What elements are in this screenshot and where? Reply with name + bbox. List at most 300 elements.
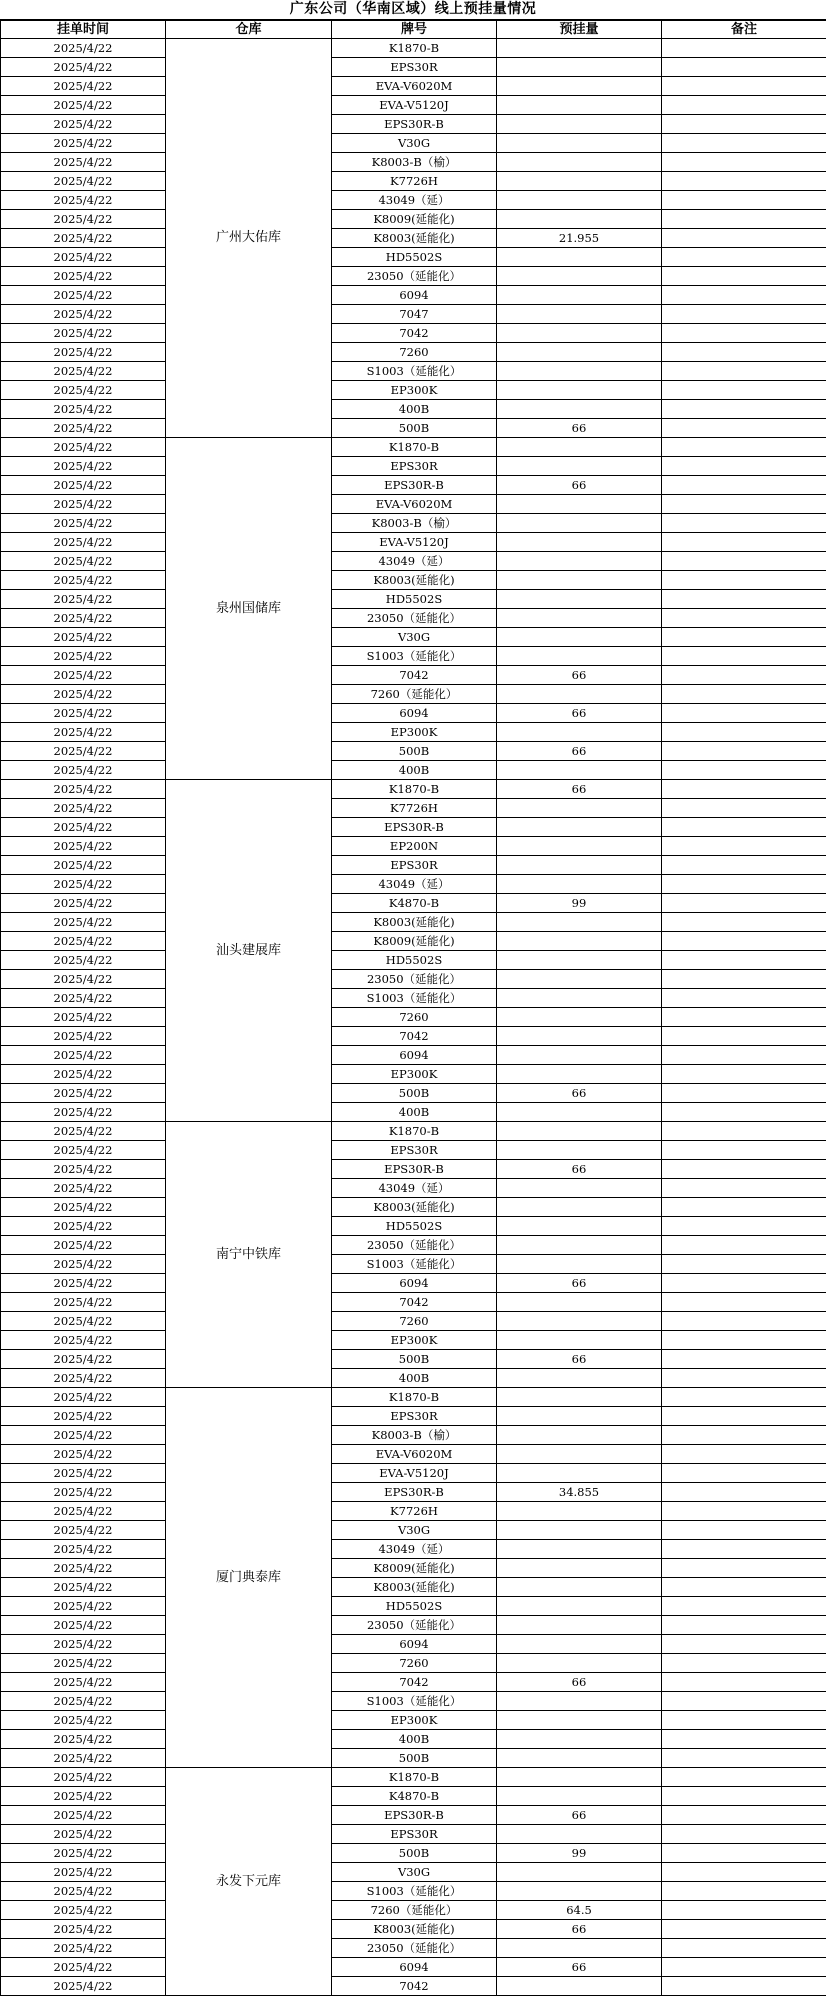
cell-note[interactable] [662,1312,826,1331]
cell-date[interactable]: 2025/4/22 [1,1236,166,1255]
cell-grade[interactable]: K8003-B（榆） [332,153,497,172]
cell-grade[interactable]: K7726H [332,1502,497,1521]
cell-date[interactable]: 2025/4/22 [1,1502,166,1521]
cell-qty[interactable] [497,1122,662,1141]
cell-grade[interactable]: 6094 [332,1274,497,1293]
cell-note[interactable] [662,1654,826,1673]
cell-date[interactable]: 2025/4/22 [1,989,166,1008]
cell-qty[interactable] [497,1882,662,1901]
cell-date[interactable]: 2025/4/22 [1,324,166,343]
cell-grade[interactable]: V30G [332,1863,497,1882]
cell-date[interactable]: 2025/4/22 [1,647,166,666]
cell-grade[interactable]: S1003（延能化） [332,1692,497,1711]
cell-grade[interactable]: 7260 [332,1008,497,1027]
cell-note[interactable] [662,1958,826,1977]
cell-note[interactable] [662,1027,826,1046]
cell-date[interactable]: 2025/4/22 [1,1958,166,1977]
cell-note[interactable] [662,1445,826,1464]
cell-note[interactable] [662,1293,826,1312]
cell-note[interactable] [662,514,826,533]
cell-date[interactable]: 2025/4/22 [1,894,166,913]
cell-date[interactable]: 2025/4/22 [1,191,166,210]
cell-note[interactable] [662,1388,826,1407]
cell-note[interactable] [662,837,826,856]
cell-note[interactable] [662,286,826,305]
cell-qty[interactable] [497,1198,662,1217]
cell-grade[interactable]: K1870-B [332,1122,497,1141]
cell-date[interactable]: 2025/4/22 [1,400,166,419]
cell-qty[interactable] [497,1445,662,1464]
cell-grade[interactable]: 500B [332,742,497,761]
cell-note[interactable] [662,362,826,381]
cell-note[interactable] [662,419,826,438]
cell-date[interactable]: 2025/4/22 [1,932,166,951]
cell-grade[interactable]: EPS30R [332,1141,497,1160]
cell-qty[interactable] [497,932,662,951]
cell-date[interactable]: 2025/4/22 [1,172,166,191]
cell-grade[interactable]: K1870-B [332,39,497,58]
cell-note[interactable] [662,1920,826,1939]
cell-date[interactable]: 2025/4/22 [1,153,166,172]
cell-date[interactable]: 2025/4/22 [1,286,166,305]
cell-date[interactable]: 2025/4/22 [1,913,166,932]
cell-qty[interactable] [497,210,662,229]
cell-date[interactable]: 2025/4/22 [1,1806,166,1825]
cell-note[interactable] [662,1787,826,1806]
cell-grade[interactable]: 400B [332,400,497,419]
cell-note[interactable] [662,780,826,799]
cell-grade[interactable]: K1870-B [332,780,497,799]
cell-note[interactable] [662,704,826,723]
cell-note[interactable] [662,1464,826,1483]
cell-date[interactable]: 2025/4/22 [1,1217,166,1236]
cell-date[interactable]: 2025/4/22 [1,875,166,894]
cell-date[interactable]: 2025/4/22 [1,1312,166,1331]
cell-qty[interactable] [497,495,662,514]
cell-date[interactable]: 2025/4/22 [1,514,166,533]
cell-date[interactable]: 2025/4/22 [1,305,166,324]
cell-grade[interactable]: S1003（延能化） [332,362,497,381]
cell-date[interactable]: 2025/4/22 [1,1369,166,1388]
cell-note[interactable] [662,248,826,267]
cell-date[interactable]: 2025/4/22 [1,1844,166,1863]
cell-note[interactable] [662,438,826,457]
cell-grade[interactable]: 400B [332,1730,497,1749]
cell-note[interactable] [662,1407,826,1426]
cell-qty[interactable] [497,1559,662,1578]
cell-qty[interactable] [497,723,662,742]
cell-grade[interactable]: V30G [332,134,497,153]
cell-qty[interactable] [497,324,662,343]
cell-date[interactable]: 2025/4/22 [1,1920,166,1939]
cell-grade[interactable]: K8009(延能化) [332,210,497,229]
cell-grade[interactable]: 400B [332,1369,497,1388]
cell-grade[interactable]: EVA-V6020M [332,1445,497,1464]
cell-date[interactable]: 2025/4/22 [1,1141,166,1160]
cell-note[interactable] [662,970,826,989]
cell-qty[interactable]: 66 [497,1084,662,1103]
cell-note[interactable] [662,1331,826,1350]
cell-date[interactable]: 2025/4/22 [1,837,166,856]
cell-grade[interactable]: 400B [332,1103,497,1122]
cell-grade[interactable]: K8003-B（榆） [332,1426,497,1445]
cell-grade[interactable]: 43049（延） [332,191,497,210]
cell-note[interactable] [662,647,826,666]
cell-qty[interactable]: 66 [497,1350,662,1369]
cell-qty[interactable]: 66 [497,1274,662,1293]
cell-grade[interactable]: 7042 [332,1673,497,1692]
cell-qty[interactable] [497,837,662,856]
cell-qty[interactable]: 66 [497,1673,662,1692]
cell-qty[interactable] [497,362,662,381]
cell-note[interactable] [662,685,826,704]
cell-note[interactable] [662,1863,826,1882]
cell-qty[interactable] [497,1616,662,1635]
cell-note[interactable] [662,1939,826,1958]
cell-date[interactable]: 2025/4/22 [1,1673,166,1692]
cell-qty[interactable] [497,685,662,704]
cell-date[interactable]: 2025/4/22 [1,1749,166,1768]
cell-note[interactable] [662,1350,826,1369]
cell-grade[interactable]: 7260（延能化） [332,1901,497,1920]
cell-note[interactable] [662,229,826,248]
cell-date[interactable]: 2025/4/22 [1,1274,166,1293]
cell-grade[interactable]: 43049（延） [332,875,497,894]
cell-date[interactable]: 2025/4/22 [1,1179,166,1198]
cell-qty[interactable] [497,970,662,989]
cell-qty[interactable] [497,1635,662,1654]
cell-date[interactable]: 2025/4/22 [1,704,166,723]
cell-qty[interactable] [497,1749,662,1768]
cell-note[interactable] [662,1749,826,1768]
cell-qty[interactable] [497,533,662,552]
cell-qty[interactable] [497,1426,662,1445]
cell-grade[interactable]: K8003(延能化) [332,229,497,248]
cell-qty[interactable]: 21.955 [497,229,662,248]
cell-qty[interactable] [497,457,662,476]
cell-qty[interactable] [497,1065,662,1084]
cell-qty[interactable] [497,1730,662,1749]
cell-note[interactable] [662,172,826,191]
cell-note[interactable] [662,913,826,932]
cell-date[interactable]: 2025/4/22 [1,457,166,476]
cell-grade[interactable]: 6094 [332,286,497,305]
cell-qty[interactable] [497,989,662,1008]
cell-date[interactable]: 2025/4/22 [1,381,166,400]
cell-grade[interactable]: EPS30R-B [332,1806,497,1825]
cell-note[interactable] [662,1008,826,1027]
cell-qty[interactable]: 66 [497,419,662,438]
cell-qty[interactable]: 66 [497,1958,662,1977]
cell-grade[interactable]: EPS30R-B [332,818,497,837]
cell-grade[interactable]: 43049（延） [332,552,497,571]
cell-date[interactable]: 2025/4/22 [1,1540,166,1559]
cell-grade[interactable]: K4870-B [332,894,497,913]
cell-qty[interactable]: 66 [497,1920,662,1939]
cell-date[interactable]: 2025/4/22 [1,229,166,248]
cell-qty[interactable] [497,609,662,628]
cell-note[interactable] [662,989,826,1008]
cell-grade[interactable]: V30G [332,628,497,647]
cell-qty[interactable] [497,1293,662,1312]
cell-date[interactable]: 2025/4/22 [1,1388,166,1407]
cell-grade[interactable]: 500B [332,1350,497,1369]
cell-date[interactable]: 2025/4/22 [1,1901,166,1920]
cell-grade[interactable]: EP300K [332,381,497,400]
cell-grade[interactable]: K7726H [332,172,497,191]
cell-date[interactable]: 2025/4/22 [1,1787,166,1806]
cell-note[interactable] [662,1426,826,1445]
cell-qty[interactable] [497,77,662,96]
cell-note[interactable] [662,1369,826,1388]
cell-note[interactable] [662,1597,826,1616]
cell-note[interactable] [662,1692,826,1711]
cell-qty[interactable] [497,1141,662,1160]
cell-qty[interactable] [497,58,662,77]
cell-grade[interactable]: 6094 [332,1958,497,1977]
cell-qty[interactable] [497,286,662,305]
cell-date[interactable]: 2025/4/22 [1,1198,166,1217]
cell-note[interactable] [662,723,826,742]
cell-grade[interactable]: EPS30R [332,856,497,875]
cell-note[interactable] [662,1540,826,1559]
cell-qty[interactable] [497,1217,662,1236]
cell-note[interactable] [662,1084,826,1103]
cell-note[interactable] [662,628,826,647]
cell-qty[interactable]: 66 [497,742,662,761]
cell-note[interactable] [662,552,826,571]
cell-note[interactable] [662,951,826,970]
cell-qty[interactable] [497,514,662,533]
cell-note[interactable] [662,1673,826,1692]
cell-qty[interactable] [497,856,662,875]
cell-date[interactable]: 2025/4/22 [1,1008,166,1027]
cell-date[interactable]: 2025/4/22 [1,115,166,134]
cell-qty[interactable]: 66 [497,1806,662,1825]
cell-note[interactable] [662,1521,826,1540]
cell-grade[interactable]: K8003(延能化) [332,1198,497,1217]
cell-note[interactable] [662,476,826,495]
cell-warehouse[interactable]: 汕头建展库 [166,780,332,1122]
cell-note[interactable] [662,39,826,58]
cell-note[interactable] [662,666,826,685]
cell-qty[interactable]: 66 [497,666,662,685]
cell-grade[interactable]: 7260（延能化） [332,685,497,704]
cell-date[interactable]: 2025/4/22 [1,856,166,875]
cell-qty[interactable] [497,1464,662,1483]
cell-qty[interactable] [497,1255,662,1274]
cell-warehouse[interactable]: 永发下元库 [166,1768,332,1996]
cell-qty[interactable] [497,96,662,115]
cell-note[interactable] [662,1122,826,1141]
cell-qty[interactable] [497,1939,662,1958]
cell-note[interactable] [662,267,826,286]
cell-qty[interactable] [497,1825,662,1844]
cell-date[interactable]: 2025/4/22 [1,1046,166,1065]
cell-grade[interactable]: K8003(延能化) [332,1578,497,1597]
cell-grade[interactable]: 23050（延能化） [332,1939,497,1958]
cell-grade[interactable]: K4870-B [332,1787,497,1806]
cell-grade[interactable]: 23050（延能化） [332,970,497,989]
cell-note[interactable] [662,1730,826,1749]
cell-qty[interactable] [497,1236,662,1255]
cell-qty[interactable] [497,913,662,932]
cell-note[interactable] [662,1274,826,1293]
cell-qty[interactable] [497,1179,662,1198]
cell-grade[interactable]: 7042 [332,324,497,343]
cell-grade[interactable]: EVA-V5120J [332,1464,497,1483]
cell-date[interactable]: 2025/4/22 [1,1711,166,1730]
cell-grade[interactable]: HD5502S [332,1597,497,1616]
cell-date[interactable]: 2025/4/22 [1,723,166,742]
cell-note[interactable] [662,1483,826,1502]
cell-note[interactable] [662,1768,826,1787]
cell-grade[interactable]: S1003（延能化） [332,1882,497,1901]
cell-note[interactable] [662,153,826,172]
cell-note[interactable] [662,77,826,96]
cell-warehouse[interactable]: 泉州国储库 [166,438,332,780]
cell-grade[interactable]: 23050（延能化） [332,267,497,286]
cell-grade[interactable]: 7042 [332,1977,497,1996]
cell-qty[interactable] [497,1787,662,1806]
cell-qty[interactable] [497,438,662,457]
cell-grade[interactable]: EP300K [332,1331,497,1350]
cell-note[interactable] [662,343,826,362]
cell-date[interactable]: 2025/4/22 [1,533,166,552]
cell-grade[interactable]: K8003(延能化) [332,571,497,590]
cell-note[interactable] [662,495,826,514]
cell-date[interactable]: 2025/4/22 [1,58,166,77]
cell-grade[interactable]: 23050（延能化） [332,609,497,628]
cell-grade[interactable]: K1870-B [332,1388,497,1407]
cell-date[interactable]: 2025/4/22 [1,39,166,58]
cell-qty[interactable] [497,1521,662,1540]
cell-date[interactable]: 2025/4/22 [1,1768,166,1787]
cell-date[interactable]: 2025/4/22 [1,1407,166,1426]
cell-qty[interactable] [497,172,662,191]
cell-note[interactable] [662,1825,826,1844]
cell-note[interactable] [662,1502,826,1521]
cell-grade[interactable]: 43049（延） [332,1540,497,1559]
cell-note[interactable] [662,381,826,400]
cell-date[interactable]: 2025/4/22 [1,495,166,514]
cell-date[interactable]: 2025/4/22 [1,1464,166,1483]
cell-warehouse[interactable]: 厦门典泰库 [166,1388,332,1768]
cell-grade[interactable]: 7042 [332,666,497,685]
cell-qty[interactable] [497,1654,662,1673]
cell-grade[interactable]: EP300K [332,1711,497,1730]
cell-date[interactable]: 2025/4/22 [1,1616,166,1635]
cell-date[interactable]: 2025/4/22 [1,1084,166,1103]
cell-grade[interactable]: K1870-B [332,438,497,457]
cell-qty[interactable] [497,799,662,818]
cell-note[interactable] [662,1236,826,1255]
cell-qty[interactable] [497,1388,662,1407]
cell-grade[interactable]: K8009(延能化) [332,932,497,951]
cell-qty[interactable] [497,628,662,647]
cell-qty[interactable] [497,818,662,837]
cell-date[interactable]: 2025/4/22 [1,685,166,704]
cell-note[interactable] [662,1844,826,1863]
cell-qty[interactable]: 34.855 [497,1483,662,1502]
cell-date[interactable]: 2025/4/22 [1,1027,166,1046]
cell-grade[interactable]: K8009(延能化) [332,1559,497,1578]
cell-grade[interactable]: EVA-V5120J [332,533,497,552]
cell-date[interactable]: 2025/4/22 [1,1445,166,1464]
cell-date[interactable]: 2025/4/22 [1,799,166,818]
cell-qty[interactable] [497,248,662,267]
cell-note[interactable] [662,324,826,343]
cell-grade[interactable]: EP300K [332,1065,497,1084]
cell-note[interactable] [662,96,826,115]
cell-qty[interactable] [497,1027,662,1046]
cell-date[interactable]: 2025/4/22 [1,666,166,685]
cell-date[interactable]: 2025/4/22 [1,1977,166,1996]
cell-note[interactable] [662,1616,826,1635]
cell-grade[interactable]: V30G [332,1521,497,1540]
cell-date[interactable]: 2025/4/22 [1,419,166,438]
cell-grade[interactable]: EPS30R [332,58,497,77]
cell-grade[interactable]: 400B [332,761,497,780]
cell-grade[interactable]: 500B [332,1749,497,1768]
cell-note[interactable] [662,1179,826,1198]
cell-qty[interactable] [497,39,662,58]
cell-qty[interactable]: 99 [497,1844,662,1863]
cell-date[interactable]: 2025/4/22 [1,1483,166,1502]
cell-grade[interactable]: S1003（延能化） [332,1255,497,1274]
cell-date[interactable]: 2025/4/22 [1,818,166,837]
cell-qty[interactable]: 99 [497,894,662,913]
cell-date[interactable]: 2025/4/22 [1,1255,166,1274]
cell-qty[interactable] [497,1103,662,1122]
cell-grade[interactable]: 6094 [332,1046,497,1065]
cell-grade[interactable]: EPS30R [332,1825,497,1844]
cell-note[interactable] [662,1160,826,1179]
cell-grade[interactable]: S1003（延能化） [332,647,497,666]
cell-qty[interactable] [497,1977,662,1996]
cell-qty[interactable] [497,1711,662,1730]
cell-grade[interactable]: HD5502S [332,1217,497,1236]
cell-date[interactable]: 2025/4/22 [1,248,166,267]
cell-qty[interactable] [497,1863,662,1882]
cell-note[interactable] [662,1198,826,1217]
cell-grade[interactable]: 7260 [332,1654,497,1673]
cell-note[interactable] [662,856,826,875]
cell-grade[interactable]: EPS30R-B [332,1483,497,1502]
cell-qty[interactable] [497,761,662,780]
cell-date[interactable]: 2025/4/22 [1,1426,166,1445]
cell-grade[interactable]: 500B [332,1844,497,1863]
cell-note[interactable] [662,1806,826,1825]
cell-date[interactable]: 2025/4/22 [1,267,166,286]
cell-note[interactable] [662,590,826,609]
cell-qty[interactable] [497,647,662,666]
cell-date[interactable]: 2025/4/22 [1,362,166,381]
cell-note[interactable] [662,1065,826,1084]
cell-grade[interactable]: 7047 [332,305,497,324]
cell-grade[interactable]: EVA-V6020M [332,495,497,514]
cell-note[interactable] [662,571,826,590]
cell-date[interactable]: 2025/4/22 [1,1559,166,1578]
cell-date[interactable]: 2025/4/22 [1,590,166,609]
cell-note[interactable] [662,58,826,77]
cell-note[interactable] [662,742,826,761]
cell-note[interactable] [662,1559,826,1578]
cell-note[interactable] [662,1882,826,1901]
cell-qty[interactable] [497,1692,662,1711]
cell-grade[interactable]: HD5502S [332,248,497,267]
cell-date[interactable]: 2025/4/22 [1,571,166,590]
